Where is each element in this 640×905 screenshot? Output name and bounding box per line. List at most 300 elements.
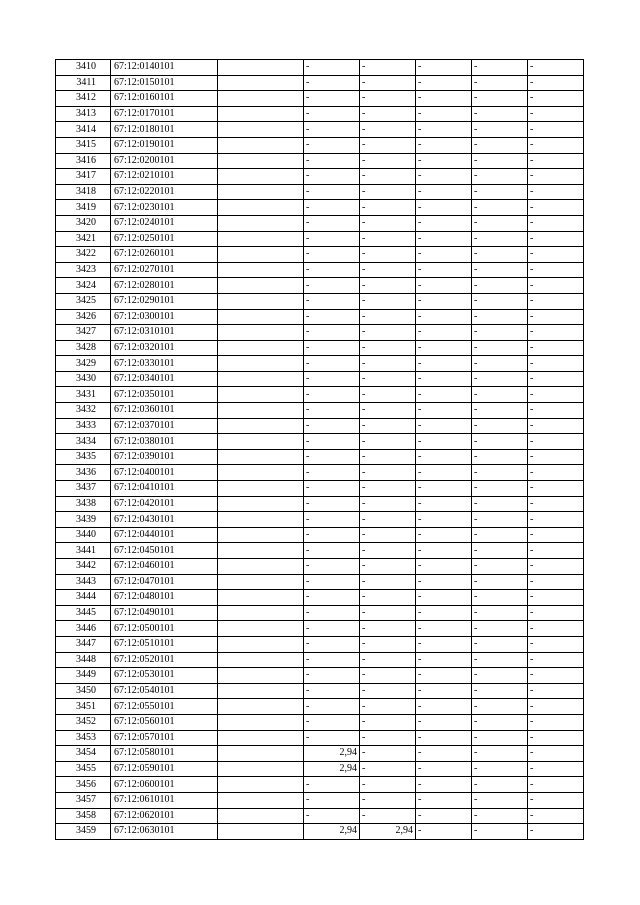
cadastral-code-cell: 67:12:0580101 (111, 746, 218, 762)
value-cell: - (360, 356, 416, 372)
value-cell: - (304, 621, 360, 637)
row-number-cell: 3447 (56, 636, 111, 652)
value-cell: - (360, 590, 416, 606)
table-row (56, 746, 584, 762)
value-cell: - (360, 215, 416, 231)
value-cell: - (360, 792, 416, 808)
table-row (56, 605, 584, 621)
value-cell: - (416, 714, 472, 730)
empty-cell (218, 418, 304, 434)
value-cell: - (416, 60, 472, 76)
value-cell: - (472, 200, 528, 216)
empty-cell (218, 387, 304, 403)
value-cell: - (528, 761, 584, 777)
row-number-cell: 3437 (56, 481, 111, 497)
empty-cell (218, 636, 304, 652)
empty-cell (218, 169, 304, 185)
empty-cell (218, 559, 304, 575)
value-cell: - (360, 652, 416, 668)
value-cell: - (416, 231, 472, 247)
value-cell: - (472, 309, 528, 325)
value-cell: - (472, 215, 528, 231)
table-row (56, 496, 584, 512)
empty-cell (218, 262, 304, 278)
value-cell: - (304, 434, 360, 450)
value-cell: - (416, 652, 472, 668)
empty-cell (218, 434, 304, 450)
value-cell: - (360, 574, 416, 590)
value-cell: - (528, 153, 584, 169)
value-cell: - (304, 262, 360, 278)
row-number-cell: 3420 (56, 215, 111, 231)
value-cell: - (416, 527, 472, 543)
value-cell: - (528, 824, 584, 840)
table-row (56, 590, 584, 606)
value-cell: - (472, 231, 528, 247)
cadastral-code-cell: 67:12:0570101 (111, 730, 218, 746)
value-cell: - (416, 621, 472, 637)
row-number-cell: 3442 (56, 559, 111, 575)
value-cell: - (472, 543, 528, 559)
cadastral-code-cell: 67:12:0330101 (111, 356, 218, 372)
empty-cell (218, 278, 304, 294)
table-row (56, 449, 584, 465)
value-cell: - (416, 387, 472, 403)
value-cell: - (528, 543, 584, 559)
value-cell: - (472, 293, 528, 309)
value-cell: - (304, 356, 360, 372)
value-cell: - (416, 574, 472, 590)
cadastral-code-cell: 67:12:0600101 (111, 777, 218, 793)
value-cell: - (472, 605, 528, 621)
value-cell: - (472, 403, 528, 419)
value-cell: - (528, 777, 584, 793)
cadastral-code-cell: 67:12:0410101 (111, 481, 218, 497)
value-cell: - (360, 481, 416, 497)
row-number-cell: 3413 (56, 106, 111, 122)
cadastral-code-cell: 67:12:0290101 (111, 293, 218, 309)
empty-cell (218, 527, 304, 543)
value-cell: - (304, 309, 360, 325)
table-row (56, 621, 584, 637)
value-cell: - (360, 434, 416, 450)
table-row (56, 278, 584, 294)
value-cell: - (528, 590, 584, 606)
cadastral-code-cell: 67:12:0510101 (111, 636, 218, 652)
empty-cell (218, 231, 304, 247)
value-cell: - (528, 730, 584, 746)
cadastral-code-cell: 67:12:0140101 (111, 60, 218, 76)
value-cell: - (416, 559, 472, 575)
value-cell: - (304, 91, 360, 107)
value-cell: - (528, 293, 584, 309)
empty-cell (218, 215, 304, 231)
value-cell: - (360, 714, 416, 730)
value-cell: 2,94 (304, 761, 360, 777)
empty-cell (218, 668, 304, 684)
value-cell: - (360, 777, 416, 793)
value-cell: - (416, 730, 472, 746)
value-cell: - (304, 153, 360, 169)
value-cell: - (304, 730, 360, 746)
value-cell: - (360, 122, 416, 138)
value-cell: - (360, 309, 416, 325)
value-cell: - (360, 465, 416, 481)
value-cell: - (472, 730, 528, 746)
value-cell: - (304, 714, 360, 730)
value-cell: - (304, 605, 360, 621)
value-cell: - (304, 668, 360, 684)
value-cell: - (472, 714, 528, 730)
cadastral-code-cell: 67:12:0630101 (111, 824, 218, 840)
value-cell: - (472, 75, 528, 91)
empty-cell (218, 699, 304, 715)
empty-cell (218, 356, 304, 372)
cadastral-code-cell: 67:12:0170101 (111, 106, 218, 122)
empty-cell (218, 60, 304, 76)
cadastral-code-cell: 67:12:0450101 (111, 543, 218, 559)
table-row (56, 730, 584, 746)
value-cell: - (416, 356, 472, 372)
table-row (56, 371, 584, 387)
empty-cell (218, 122, 304, 138)
value-cell: - (528, 465, 584, 481)
value-cell: - (304, 200, 360, 216)
table-row (56, 247, 584, 263)
table-row (56, 543, 584, 559)
value-cell: - (528, 668, 584, 684)
value-cell: - (360, 278, 416, 294)
cadastral-code-cell: 67:12:0300101 (111, 309, 218, 325)
value-cell: - (528, 403, 584, 419)
table-row (56, 808, 584, 824)
table-row (56, 652, 584, 668)
table-row (56, 200, 584, 216)
cadastral-code-cell: 67:12:0230101 (111, 200, 218, 216)
value-cell: - (472, 699, 528, 715)
cadastral-code-cell: 67:12:0220101 (111, 184, 218, 200)
cadastral-code-cell: 67:12:0460101 (111, 559, 218, 575)
row-number-cell: 3440 (56, 527, 111, 543)
value-cell: - (360, 231, 416, 247)
value-cell: - (472, 761, 528, 777)
table-row (56, 465, 584, 481)
empty-cell (218, 543, 304, 559)
value-cell: - (528, 559, 584, 575)
table-row (56, 60, 584, 76)
value-cell: - (360, 496, 416, 512)
value-cell: - (360, 699, 416, 715)
row-number-cell: 3455 (56, 761, 111, 777)
cadastral-code-cell: 67:12:0610101 (111, 792, 218, 808)
value-cell: - (304, 652, 360, 668)
value-cell: - (360, 621, 416, 637)
value-cell: - (416, 496, 472, 512)
value-cell: - (360, 527, 416, 543)
value-cell: - (472, 106, 528, 122)
table-body (56, 60, 584, 840)
cadastral-code-cell: 67:12:0260101 (111, 247, 218, 263)
value-cell: - (472, 559, 528, 575)
value-cell: - (416, 309, 472, 325)
table-row (56, 293, 584, 309)
row-number-cell: 3457 (56, 792, 111, 808)
row-number-cell: 3443 (56, 574, 111, 590)
value-cell: - (304, 449, 360, 465)
cadastral-code-cell: 67:12:0550101 (111, 699, 218, 715)
cadastral-code-cell: 67:12:0200101 (111, 153, 218, 169)
row-number-cell: 3425 (56, 293, 111, 309)
row-number-cell: 3434 (56, 434, 111, 450)
value-cell: - (360, 325, 416, 341)
cadastral-code-cell: 67:12:0480101 (111, 590, 218, 606)
empty-cell (218, 481, 304, 497)
value-cell: - (528, 60, 584, 76)
value-cell: - (360, 340, 416, 356)
value-cell: - (472, 434, 528, 450)
value-cell: - (416, 200, 472, 216)
row-number-cell: 3433 (56, 418, 111, 434)
value-cell: - (472, 574, 528, 590)
value-cell: - (528, 434, 584, 450)
value-cell: - (304, 340, 360, 356)
value-cell: - (472, 418, 528, 434)
value-cell: - (472, 449, 528, 465)
value-cell: - (528, 75, 584, 91)
table-row (56, 683, 584, 699)
table-row (56, 137, 584, 153)
value-cell: - (304, 699, 360, 715)
value-cell: - (472, 652, 528, 668)
cadastral-code-cell: 67:12:0520101 (111, 652, 218, 668)
cadastral-code-cell: 67:12:0360101 (111, 403, 218, 419)
empty-cell (218, 371, 304, 387)
value-cell: - (528, 340, 584, 356)
empty-cell (218, 340, 304, 356)
table-row (56, 75, 584, 91)
empty-cell (218, 247, 304, 263)
data-sheet (55, 59, 584, 840)
value-cell: - (360, 184, 416, 200)
value-cell: - (416, 668, 472, 684)
row-number-cell: 3418 (56, 184, 111, 200)
value-cell: - (528, 184, 584, 200)
value-cell: - (472, 808, 528, 824)
value-cell: - (304, 481, 360, 497)
empty-cell (218, 293, 304, 309)
cadastral-code-cell: 67:12:0420101 (111, 496, 218, 512)
value-cell: - (304, 636, 360, 652)
value-cell: - (472, 465, 528, 481)
table-row (56, 559, 584, 575)
value-cell: - (472, 527, 528, 543)
value-cell: - (472, 247, 528, 263)
value-cell: - (360, 683, 416, 699)
empty-cell (218, 465, 304, 481)
value-cell: - (416, 512, 472, 528)
value-cell: - (528, 262, 584, 278)
value-cell: - (472, 636, 528, 652)
value-cell: - (304, 418, 360, 434)
empty-cell (218, 106, 304, 122)
value-cell: - (472, 91, 528, 107)
value-cell: - (360, 761, 416, 777)
value-cell: - (304, 137, 360, 153)
value-cell: - (416, 215, 472, 231)
value-cell: - (528, 481, 584, 497)
empty-cell (218, 512, 304, 528)
value-cell: - (360, 153, 416, 169)
value-cell: - (416, 792, 472, 808)
value-cell: - (416, 449, 472, 465)
value-cell: - (528, 91, 584, 107)
row-number-cell: 3432 (56, 403, 111, 419)
value-cell: - (416, 184, 472, 200)
value-cell: - (416, 278, 472, 294)
cadastral-code-cell: 67:12:0540101 (111, 683, 218, 699)
cadastral-code-cell: 67:12:0340101 (111, 371, 218, 387)
value-cell: - (472, 169, 528, 185)
value-cell: - (472, 325, 528, 341)
value-cell: - (416, 262, 472, 278)
value-cell: - (472, 278, 528, 294)
table-row (56, 356, 584, 372)
row-number-cell: 3428 (56, 340, 111, 356)
value-cell: - (528, 683, 584, 699)
value-cell: - (528, 418, 584, 434)
value-cell: - (472, 387, 528, 403)
value-cell: - (360, 418, 416, 434)
value-cell: - (360, 730, 416, 746)
cadastral-code-cell: 67:12:0250101 (111, 231, 218, 247)
value-cell: - (528, 278, 584, 294)
value-cell: - (360, 543, 416, 559)
empty-cell (218, 184, 304, 200)
cadastral-code-cell: 67:12:0390101 (111, 449, 218, 465)
value-cell: - (416, 543, 472, 559)
row-number-cell: 3423 (56, 262, 111, 278)
value-cell: - (304, 808, 360, 824)
value-cell: - (416, 465, 472, 481)
value-cell: - (416, 434, 472, 450)
value-cell: - (360, 559, 416, 575)
value-cell: - (304, 293, 360, 309)
cadastral-code-cell: 67:12:0350101 (111, 387, 218, 403)
value-cell: - (528, 356, 584, 372)
value-cell: - (472, 122, 528, 138)
value-cell: - (304, 792, 360, 808)
value-cell: - (304, 122, 360, 138)
value-cell: - (528, 137, 584, 153)
value-cell: - (416, 75, 472, 91)
cadastral-code-cell: 67:12:0560101 (111, 714, 218, 730)
empty-cell (218, 730, 304, 746)
row-number-cell: 3426 (56, 309, 111, 325)
value-cell: - (416, 325, 472, 341)
value-cell: - (528, 527, 584, 543)
empty-cell (218, 309, 304, 325)
value-cell: - (472, 496, 528, 512)
table-row (56, 91, 584, 107)
value-cell: - (416, 761, 472, 777)
row-number-cell: 3436 (56, 465, 111, 481)
value-cell: - (304, 184, 360, 200)
row-number-cell: 3452 (56, 714, 111, 730)
table-row (56, 340, 584, 356)
cadastral-code-cell: 67:12:0320101 (111, 340, 218, 356)
value-cell: - (528, 200, 584, 216)
value-cell: - (360, 387, 416, 403)
row-number-cell: 3410 (56, 60, 111, 76)
value-cell: - (304, 777, 360, 793)
table-row (56, 527, 584, 543)
value-cell: - (304, 465, 360, 481)
value-cell: - (416, 699, 472, 715)
row-number-cell: 3416 (56, 153, 111, 169)
value-cell: - (360, 449, 416, 465)
row-number-cell: 3412 (56, 91, 111, 107)
cadastral-code-cell: 67:12:0240101 (111, 215, 218, 231)
value-cell: - (360, 60, 416, 76)
empty-cell (218, 153, 304, 169)
row-number-cell: 3415 (56, 137, 111, 153)
value-cell: - (416, 106, 472, 122)
empty-cell (218, 403, 304, 419)
table-row (56, 824, 584, 840)
cadastral-code-cell: 67:12:0280101 (111, 278, 218, 294)
table-row (56, 761, 584, 777)
value-cell: - (528, 371, 584, 387)
cadastral-code-cell: 67:12:0380101 (111, 434, 218, 450)
value-cell: - (304, 683, 360, 699)
value-cell: - (304, 231, 360, 247)
cadastral-code-cell: 67:12:0400101 (111, 465, 218, 481)
value-cell: - (360, 746, 416, 762)
value-cell: - (304, 106, 360, 122)
value-cell: - (416, 605, 472, 621)
value-cell: - (528, 231, 584, 247)
value-cell: - (304, 512, 360, 528)
value-cell: - (304, 590, 360, 606)
table-row (56, 636, 584, 652)
value-cell: - (472, 60, 528, 76)
empty-cell (218, 574, 304, 590)
value-cell: - (416, 824, 472, 840)
value-cell: - (304, 496, 360, 512)
empty-cell (218, 652, 304, 668)
row-number-cell: 3445 (56, 605, 111, 621)
empty-cell (218, 605, 304, 621)
value-cell: 2,94 (360, 824, 416, 840)
table-row (56, 481, 584, 497)
cadastral-code-cell: 67:12:0590101 (111, 761, 218, 777)
cadastral-code-cell: 67:12:0370101 (111, 418, 218, 434)
row-number-cell: 3449 (56, 668, 111, 684)
value-cell: - (472, 153, 528, 169)
value-cell: - (472, 512, 528, 528)
value-cell: - (472, 777, 528, 793)
row-number-cell: 3435 (56, 449, 111, 465)
table-row (56, 387, 584, 403)
value-cell: - (528, 247, 584, 263)
table-row (56, 574, 584, 590)
table-row (56, 262, 584, 278)
value-cell: - (360, 106, 416, 122)
value-cell: - (416, 169, 472, 185)
value-cell: - (472, 746, 528, 762)
value-cell: - (360, 808, 416, 824)
table-row (56, 668, 584, 684)
